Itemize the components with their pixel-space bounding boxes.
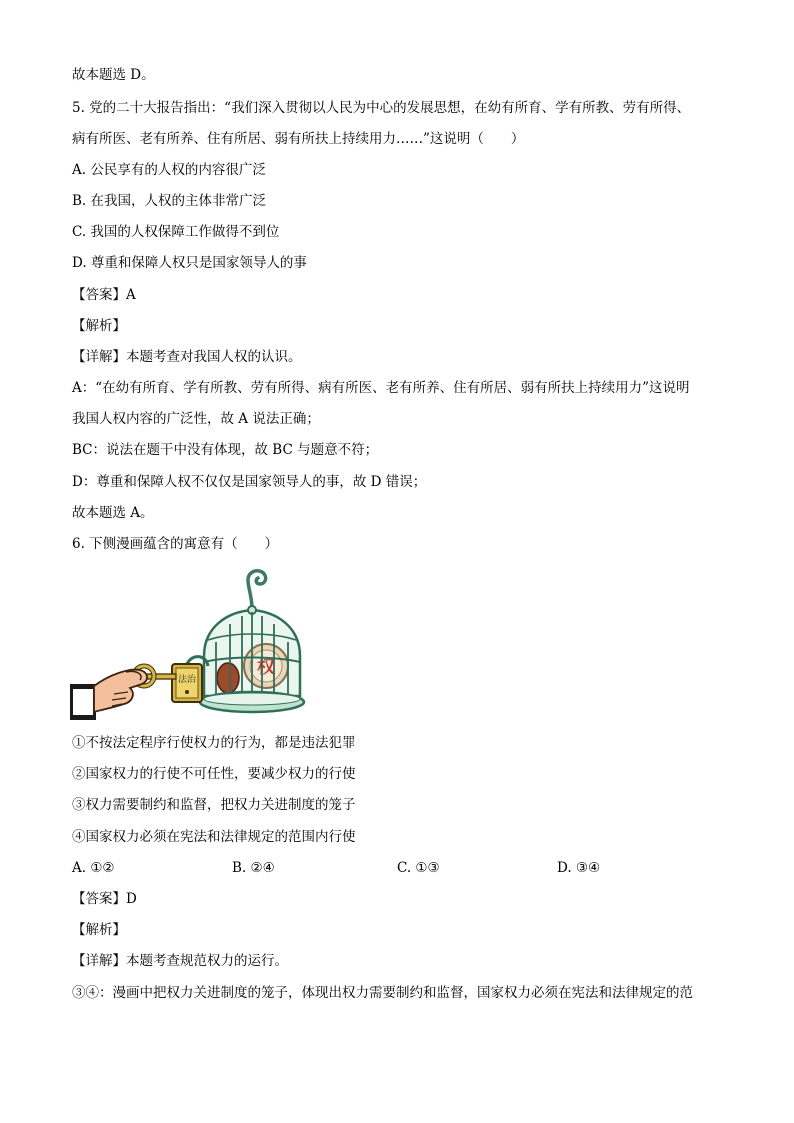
- question-5-conclusion: 故本题选 A。: [72, 505, 154, 521]
- question-6-option-c: C. ①③: [397, 860, 440, 876]
- question-5-option-a: A. 公民享有的人权的内容很广泛: [72, 162, 266, 178]
- question-5-option-c: C. 我国的人权保障工作做得不到位: [72, 224, 280, 240]
- question-6-detail: 【详解】本题考查规范权力的运行。: [72, 953, 288, 969]
- prev-answer-conclusion: 故本题选 D。: [72, 67, 155, 83]
- question-6-answer: 【答案】D: [72, 891, 137, 907]
- question-5-explanation-a-line-1: A：“在幼有所育、学有所教、劳有所得、病有所医、老有所养、住有所居、弱有所扶上持续用力”这说明: [72, 380, 690, 396]
- seal-power-character: 权: [257, 657, 275, 678]
- question-5-detail: 【详解】本题考查对我国人权的认识。: [72, 349, 302, 365]
- statement-2: ②国家权力的行使不可任性，要减少权力的行使: [72, 766, 356, 782]
- statement-4: ④国家权力必须在宪法和法律规定的范围内行使: [72, 829, 356, 845]
- cage-hook-icon: [248, 571, 266, 609]
- question-5-answer: 【答案】A: [72, 287, 136, 303]
- question-5-analysis-heading: 【解析】: [72, 318, 126, 334]
- question-6-stem: 6. 下侧漫画蕴含的寓意有（ ）: [72, 536, 279, 552]
- question-6-option-d: D. ③④: [557, 860, 601, 876]
- statement-3: ③权力需要制约和监督，把权力关进制度的笼子: [72, 797, 356, 813]
- question-6-analysis-heading: 【解析】: [72, 922, 126, 938]
- hand-icon: [70, 670, 147, 720]
- question-6-explanation: ③④：漫画中把权力关进制度的笼子，体现出权力需要制约和监督，国家权力必须在宪法和法律规定的范: [72, 985, 693, 1001]
- question-6-option-b: B. ②④: [232, 860, 275, 876]
- question-5-stem-line-2: 病有所医、老有所养、住有所居、弱有所扶上持续用力……”这说明（ ）: [72, 131, 525, 147]
- seal-icon: [244, 644, 288, 688]
- question-5-option-d: D. 尊重和保障人权只是国家领导人的事: [72, 255, 307, 271]
- question-5-explanation-a-line-2: 我国人权内容的广泛性，故 A 说法正确；: [72, 411, 320, 427]
- padlock-icon: [172, 657, 208, 702]
- birdcage-icon: [200, 606, 304, 712]
- padlock-label: 法治: [177, 675, 197, 685]
- weight-icon: [217, 663, 239, 693]
- question-5-explanation-d: D：尊重和保障人权不仅仅是国家领导人的事，故 D 错误；: [72, 474, 427, 490]
- question-5-explanation-bc: BC：说法在题干中没有体现，故 BC 与题意不符；: [72, 442, 379, 458]
- question-6-option-a: A. ①②: [72, 860, 115, 876]
- question-5-option-b: B. 在我国，人权的主体非常广泛: [72, 193, 267, 209]
- cartoon-power-in-cage: [70, 566, 310, 724]
- question-5-stem-line-1: 5. 党的二十大报告指出：“我们深入贯彻以人民为中心的发展思想，在幼有所育、学有所教、劳有所得、: [72, 100, 691, 116]
- statement-1: ①不按法定程序行使权力的行为，都是违法犯罪: [72, 735, 356, 751]
